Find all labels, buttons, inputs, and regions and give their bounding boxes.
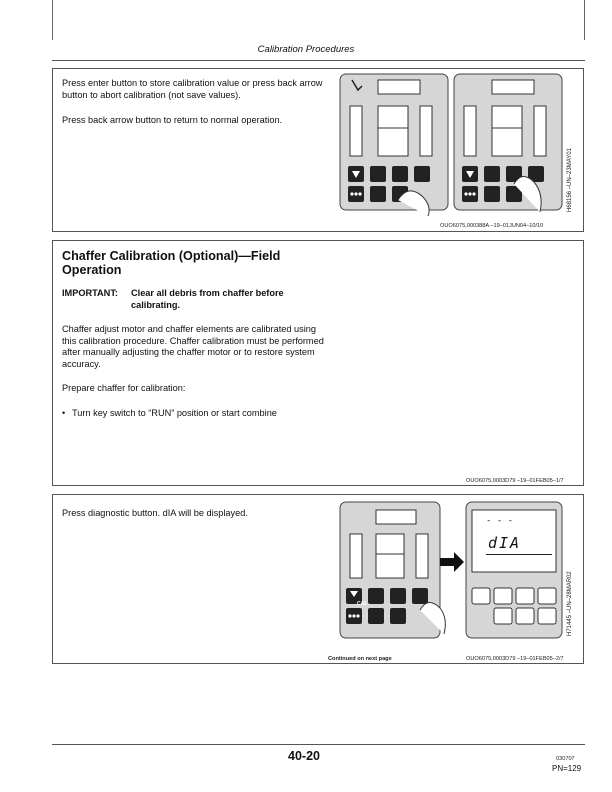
arrow-right-icon	[440, 552, 464, 572]
section2-reference: OUO6075,0003D79 –19–01FEB05–1/7	[466, 478, 564, 484]
section2-title: Chaffer Calibration (Optional)—Field Operation	[62, 249, 281, 277]
display-dia: dIA	[488, 534, 522, 552]
control-panel-figure-2	[338, 500, 564, 648]
section3-figure-id: H71445 –UN–28MAR02	[567, 571, 573, 636]
margin-line-left	[52, 0, 53, 40]
section2-paragraph-2: Prepare chaffer for calibration:	[62, 383, 186, 393]
section1-figure-id: H68156 –UN–23MAY01	[567, 148, 573, 212]
section3-paragraph-1: Press diagnostic button. dIA will be displayed.	[62, 508, 248, 518]
cal-key-label: CAL	[357, 601, 368, 607]
important-label: IMPORTANT:	[62, 288, 118, 298]
display-underline	[486, 554, 552, 555]
section1-paragraph-2: Press back arrow button to return to normal operation.	[62, 115, 283, 125]
section2-bullet-1: Turn key switch to “RUN” position or start combine	[72, 408, 277, 418]
control-panel-before	[340, 502, 445, 638]
section1-paragraph-1: Press enter button to store calibration value or press back arrow button to abort calibration (not save values).	[62, 78, 323, 100]
section3-reference: OUO6075,0003D79 –19–01FEB05–2/7	[466, 656, 564, 662]
continued-note: Continued on next page	[328, 656, 392, 662]
control-panel-after	[466, 502, 562, 638]
bullet-dot: •	[62, 408, 66, 418]
page-header-title: Calibration Procedures	[257, 44, 355, 55]
date-code: 030707	[556, 756, 575, 762]
page-number: 40-20	[288, 749, 320, 763]
control-panel-left	[340, 74, 448, 216]
footer-rule	[52, 744, 585, 745]
control-panel-right	[454, 74, 562, 212]
header-rule	[52, 60, 585, 61]
important-text: Clear all debris from chaffer before calibrating.	[131, 288, 284, 310]
margin-line-right	[584, 0, 585, 40]
display-dashes: - - -	[486, 516, 514, 526]
section2-paragraph-1: Chaffer adjust motor and chaffer elements are calibrated using this calibration procedure. Chaffer calibration must be performed after manually adjusting the chaffer motor or to restore system accuracy.	[62, 324, 324, 369]
control-panel-figure-1	[338, 72, 564, 220]
pn-number: PN=129	[552, 764, 582, 773]
section1-reference: OUO6075,000388A –19–01JUN04–10/10	[440, 223, 544, 229]
